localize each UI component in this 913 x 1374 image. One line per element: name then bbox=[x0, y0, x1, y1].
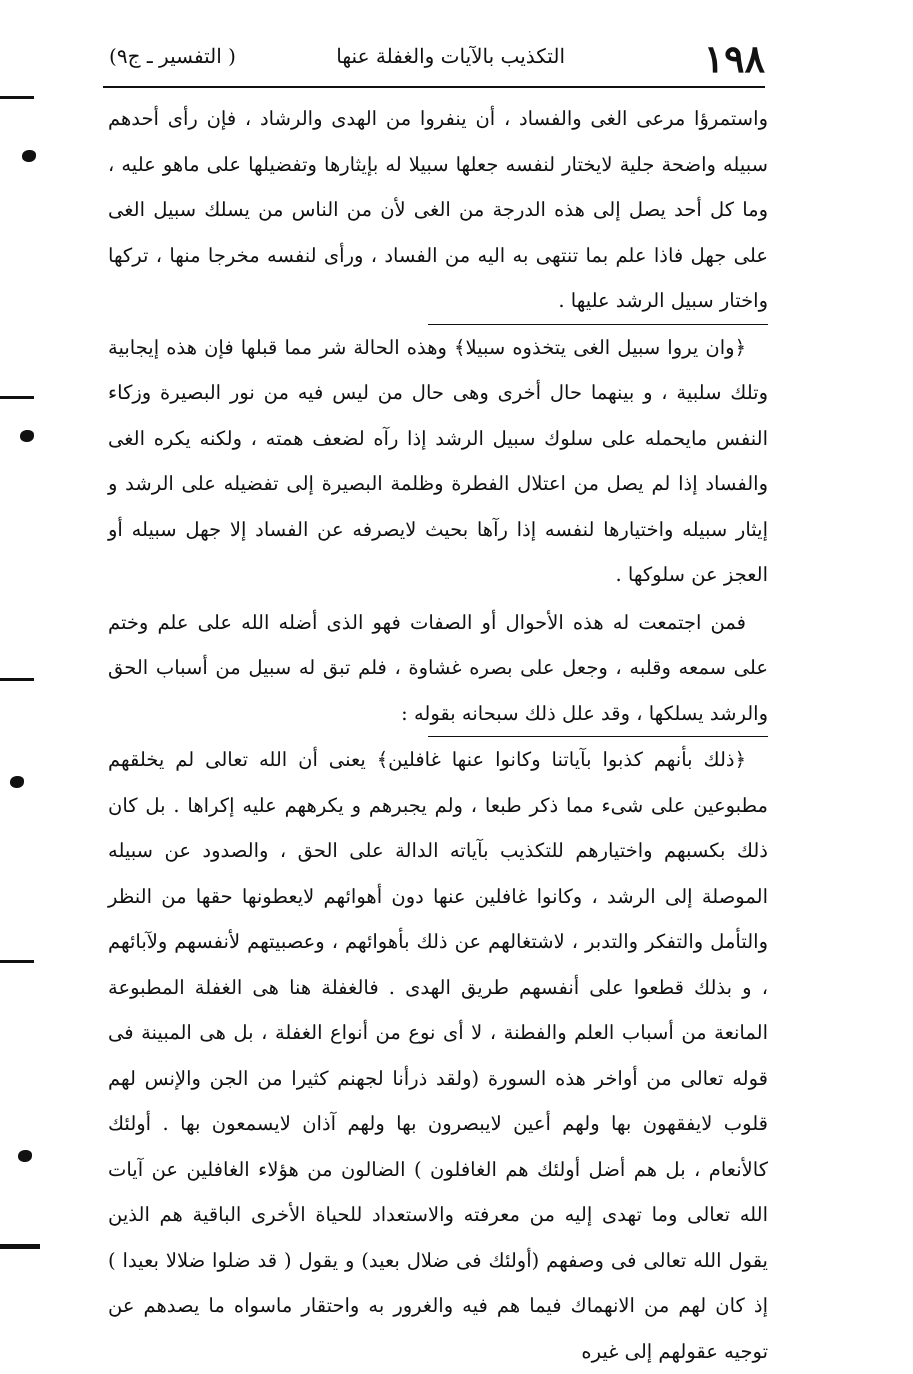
page-header bbox=[105, 36, 765, 86]
margin-mark bbox=[0, 960, 34, 963]
paragraph-2: ﴿وان يروا سبيل الغى يتخذوه سبيلا﴾ وهذه الحالة شر مما قبلها فإن هذه إيجابية وتلك سلبية ، و بينهما حال أخرى وهى حال من ليس فيه من نور البصيرة وزكاء النفس مايحمله على سلوك سبيل الرشد إذا رآه لضعف همته ، ولكنه يكره الغى والفساد إذا لم يصل من اعتلال الفطرة وظلمة البصيرة إلى تفضيله على الرشد و إيثار سبيله واختيارها لنفسه إذا رآها بحيث لايصرفه عن الفساد إلا جهل سبيله أو العجز عن سلوكها . bbox=[108, 335, 768, 586]
margin-mark bbox=[20, 430, 34, 442]
running-title: التكذيب بالآيات والغفلة عنها bbox=[336, 44, 565, 68]
margin-mark bbox=[0, 396, 34, 399]
margin-mark bbox=[22, 150, 36, 162]
margin-mark bbox=[0, 678, 34, 681]
margin-mark bbox=[10, 776, 24, 788]
paragraph-4: ﴿ذلك بأنهم كذبوا بآياتنا وكانوا عنها غافلين﴾ يعنى أن الله تعالى لم يخلقهم مطبوعين على شىء مما ذكر طبعا ، ولم يجبرهم و يكرههم عليه إكراها . بل كان ذلك بكسبهم واختيارهم للتكذيب بآياته الدالة على الحق ، والصدود عن سبيله الموصلة إلى الرشد ، وكانوا غافلين عنها دون أهوائهم لايعطونها حقها من النظر والتأمل والتفكر والتدبر ، لاشتغالهم عن ذلك بأهوائهم ، وعصبيتهم لأنفسهم ولآبائهم ، و بذلك قطعوا على أنفسهم طريق الهدى . فالغفلة هنا هى الغفلة المطبوعة المانعة من أسباب العلم والفطنة ، لا أى نوع من أنواع الغفلة ، بل هى المبينة فى قوله تعالى من أواخر هذه السورة (ولقد ذرأنا لجهنم كثيرا من الجن والإنس لهم قلوب لايفقهون بها ولهم أعين لايبصرون بها ولهم آذان لايسمعون بها . أولئك كالأنعام ، بل هم أضل أولئك هم الغافلون ) الضالون من هؤلاء الغافلين عن آيات الله تعالى وما تهدى إليه من معرفته والاستعداد للحياة الأخرى الباقية هم الذين يقول الله تعالى فى وصفهم (أولئك فى ضلال بعيد) و يقول ( قد ضلوا ضلالا بعيدا ) إذ كان لهم من الانهماك فيما هم فيه والغرور به واحتقار ماسواه ما يصدهم عن توجيه عقولهم إلى غيره bbox=[108, 748, 768, 1363]
margin-mark bbox=[0, 96, 34, 99]
margin-mark bbox=[0, 1244, 40, 1249]
header-rule bbox=[103, 86, 765, 88]
section-reference: ( التفسير ـ ج٩) bbox=[109, 44, 236, 68]
page-number: ١٩٨ bbox=[703, 36, 765, 81]
body-text bbox=[108, 96, 768, 1374]
paragraph-1: واستمرؤا مرعى الغى والفساد ، أن ينفروا من الهدى والرشاد ، فإن رأى أحدهم سبيله واضحة جلية لايختار لنفسه جعلها سبيلا له بإيثارها وتفضيلها على ماهو عليه ، وما كل أحد يصل إلى هذه الدرجة من الغى لأن من الناس من يسلك سبيل الغى على جهل فاذا علم بما تنتهى به اليه من الفساد ، ورأى لنفسه مخرجا منها ، تركها واختار سبيل الرشد عليها . bbox=[108, 107, 768, 312]
margin-mark bbox=[18, 1150, 32, 1162]
paragraph-3: فمن اجتمعت له هذه الأحوال أو الصفات فهو الذى أضله الله على علم وختم على سمعه وقلبه ، وجعل على بصره غشاوة ، فلم تبق له سبيل من أسباب الحق والرشد يسلكها ، وقد علل ذلك سبحانه بقوله : bbox=[108, 610, 768, 725]
